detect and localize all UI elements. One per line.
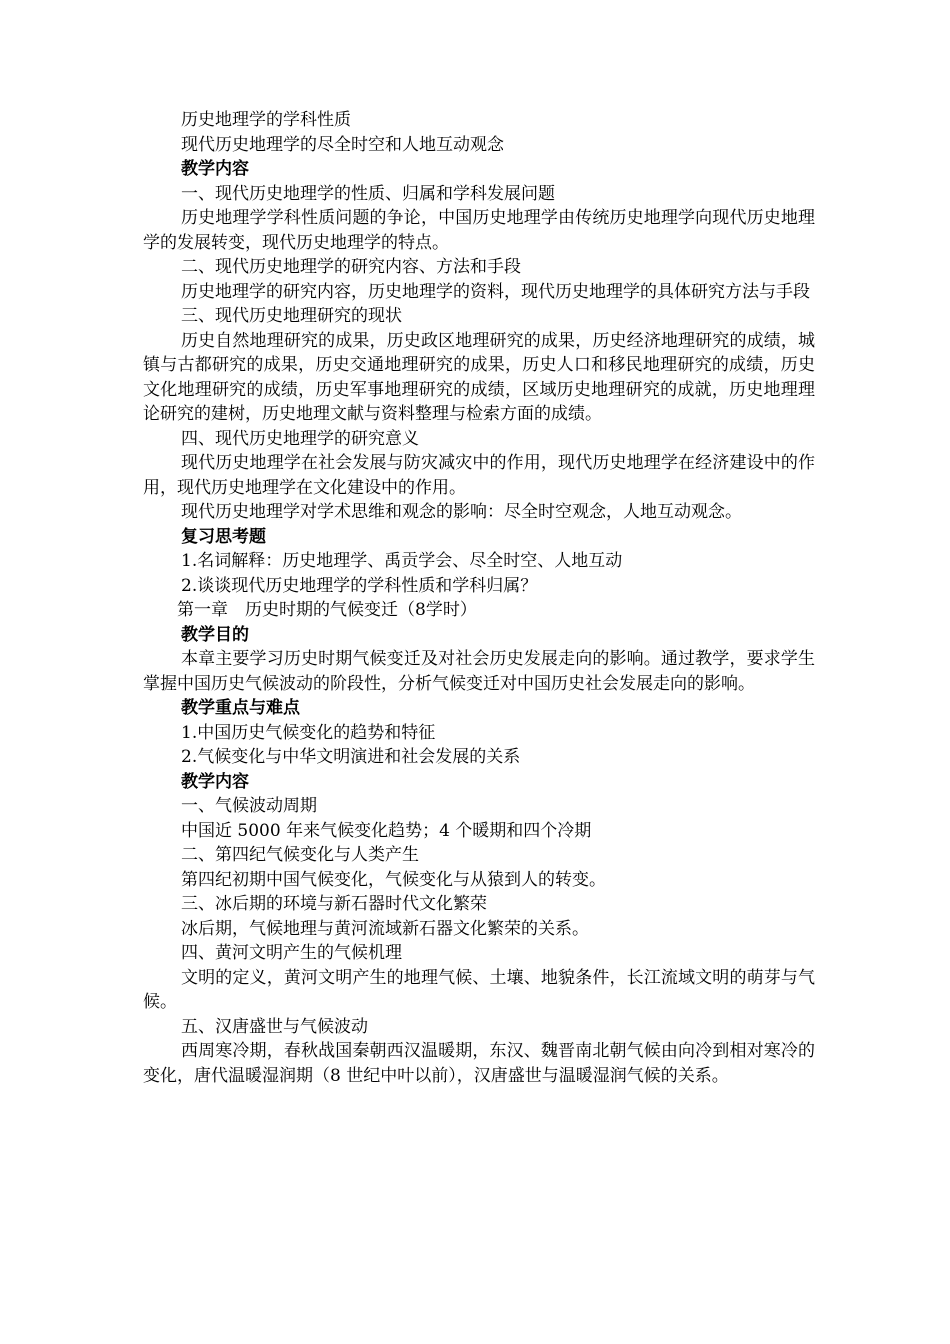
heading-teaching-content-2: 教学内容 [181,771,249,792]
ch1-section-1-title: 一、气候波动周期 [181,796,317,816]
chapter-1-title: 第一章 历史时期的气候变迁（8学时） [177,600,477,620]
ch1-section-5-body: 西周寒冷期，春秋战国秦朝西汉温暖期，东汉、魏晋南北朝气候由向冷到相对寒冷的变化，唐代温暖湿润期（8 世纪中叶以前），汉唐盛世与温暖湿润气候的关系。 [143,1041,815,1086]
heading-review-questions: 复习思考题 [181,526,266,547]
ch1-section-2-title: 二、第四纪气候变化与人类产生 [181,845,419,865]
section-1-title: 一、现代历史地理学的性质、归属和学科发展问题 [181,183,555,204]
line-1: 历史地理学的学科性质 [181,110,351,130]
key-point-2: 2.气候变化与中华文明演进和社会发展的关系 [181,747,521,767]
section-1-body: 历史地理学学科性质问题的争论，中国历史地理学由传统历史地理学向现代历史地理学的发展转变，现代历史地理学的特点。 [143,208,815,253]
ch1-section-3-title: 三、冰后期的环境与新石器时代文化繁荣 [181,894,487,914]
section-3-title: 三、现代历史地理研究的现状 [181,306,402,326]
key-point-1: 1.中国历史气候变化的趋势和特征 [181,722,436,743]
section-4-title: 四、现代历史地理学的研究意义 [181,428,419,449]
section-4-body: 现代历史地理学在社会发展与防灾减灾中的作用，现代历史地理学在经济建设中的作用，现代历史地理学在文化建设中的作用。 [143,453,815,498]
heading-teaching-goals: 教学目的 [181,624,249,645]
section-3-body: 历史自然地理研究的成果，历史政区地理研究的成果，历史经济地理研究的成绩，城镇与古都研究的成果，历史交通地理研究的成果，历史人口和移民地理研究的成绩，历史文化地理研究的成绩，历史军事地理研究的成绩，区域历史地理研究的成就，历史地理理论研究的建树，历史地理文献与资料整理与检索方面的成绩。 [143,330,815,424]
ch1-section-1-body: 中国近 5000 年来气候变化趋势；4 个暖期和四个冷期 [181,820,592,841]
teaching-goals-body: 本章主要学习历史时期气候变迁及对社会历史发展走向的影响。通过教学，要求学生掌握中国历史气候波动的阶段性，分析气候变迁对中国历史社会发展走向的影响。 [143,649,815,694]
section-2-body: 历史地理学的研究内容，历史地理学的资料，现代历史地理学的具体研究方法与手段 [181,281,810,302]
review-question-2: 2.谈谈现代历史地理学的学科性质和学科归属？ [181,575,538,596]
section-2-title: 二、现代历史地理学的研究内容、方法和手段 [181,257,521,277]
review-question-1: 1.名词解释：历史地理学、禹贡学会、尽全时空、人地互动 [181,551,623,571]
document-page [143,108,815,1088]
line-2: 现代历史地理学的尽全时空和人地互动观念 [181,134,504,155]
ch1-section-4-title: 四、黄河文明产生的气候机理 [181,943,402,963]
ch1-section-2-body: 第四纪初期中国气候变化，气候变化与从猿到人的转变。 [181,869,606,890]
ch1-section-5-title: 五、汉唐盛世与气候波动 [181,1016,368,1037]
ch1-section-3-body: 冰后期，气候地理与黄河流域新石器文化繁荣的关系。 [181,918,589,939]
heading-teaching-content: 教学内容 [181,159,249,179]
ch1-section-4-body: 文明的定义，黄河文明产生的地理气候、土壤、地貌条件，长江流域文明的萌芽与气候。 [143,967,815,1012]
heading-key-points: 教学重点与难点 [181,698,300,718]
section-4-body-2: 现代历史地理学对学术思维和观念的影响：尽全时空观念，人地互动观念。 [181,502,742,522]
